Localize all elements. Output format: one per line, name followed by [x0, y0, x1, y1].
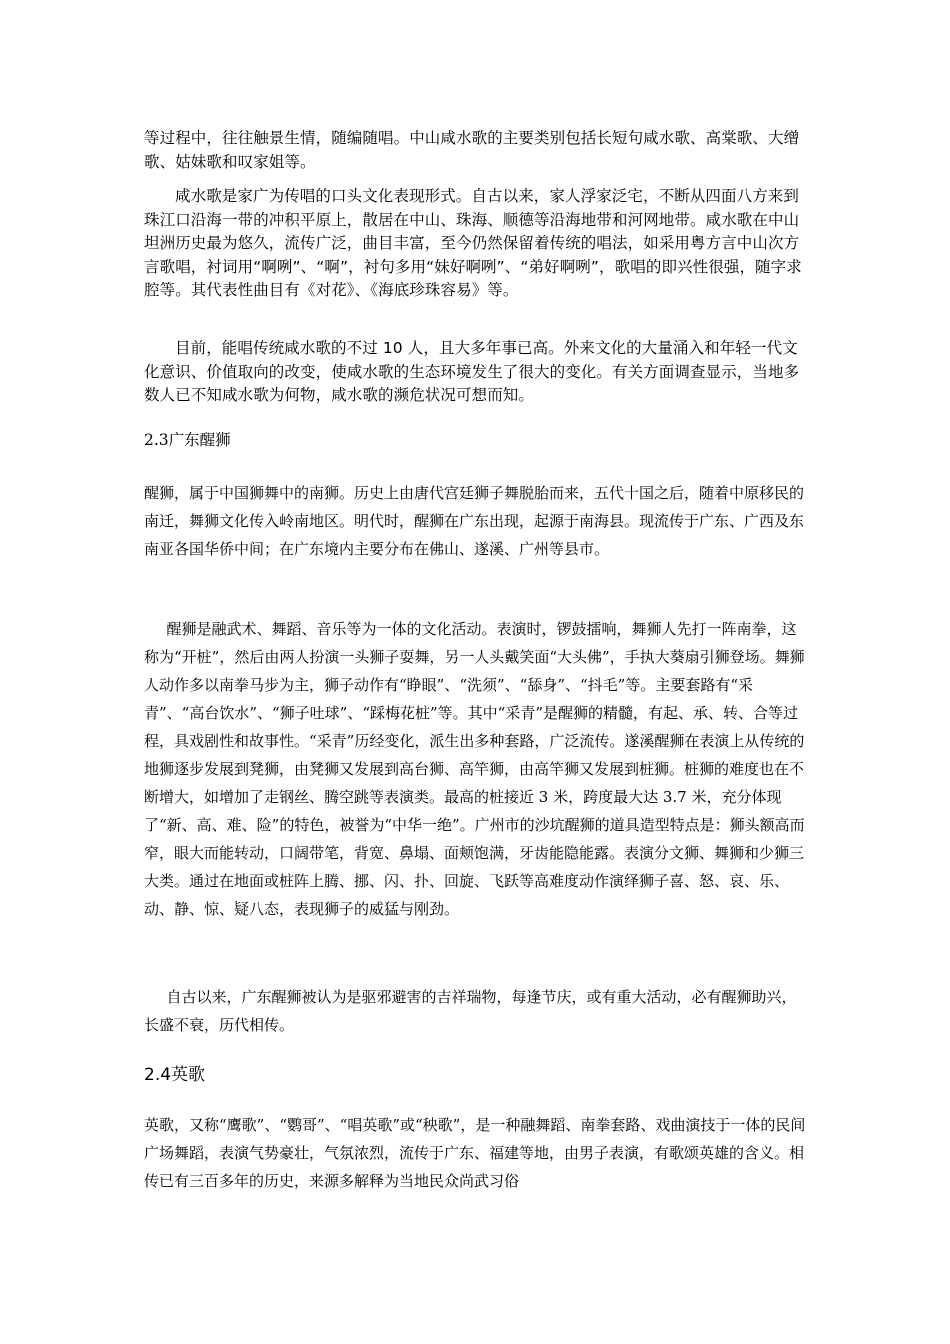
heading-text: 英歌	[171, 1065, 206, 1085]
paragraph-yingge-intro: 英歌，又称“鹰歌”、“鹦哥”、“唱英歌”或“秧歌”，是一种融舞蹈、南拳套路、戏曲演技于一体的民间广场舞蹈，表演气势豪壮，气氛浓烈，流传于广东、福建等地，由男子表演，有歌颂英雄的含义。相传已有三百多年的历史，来源多解释为当地民众尚武习俗	[144, 1116, 806, 1190]
paragraph-saltwater-song-types: 等过程中，往往触景生情，随编随唱。中山咸水歌的主要类别包括长短句咸水歌、高棠歌、大缯歌、姑妹歌和叹家姐等。	[144, 129, 800, 171]
paragraph-saltwater-song-origin: 咸水歌是家广为传唱的口头文化表现形式。自古以来，家人浮家泛宅，不断从四面八方来到珠江口沿海一带的冲积平原上，散居在中山、珠海、顺德等沿海地带和河网地带。咸水歌在中山坦洲历史最为悠久，流传广泛，曲目丰富，至今仍然保留着传统的唱法，如采用粤方言中山次方言歌唱，衬词用“啊咧”、“啊”，衬句多用“妹好啊咧”、“弟好啊咧”，歌唱的即兴性很强，随字求腔等。其代表性曲目有《对花》、《海底珍珠容易》等。	[144, 187, 802, 299]
heading-number: 2.4	[144, 1065, 172, 1085]
heading-2-3-guangdong-lion-dance: 2.3广东醒狮	[144, 431, 231, 449]
paragraph-lion-dance-history: 醒狮，属于中国狮舞中的南狮。历史上由唐代宫廷狮子舞脱胎而来，五代十国之后，随着中原移民的南迁，舞狮文化传入岭南地区。明代时，醒狮在广东出现，起源于南海县。现流传于广东、广西及东南亚各国华侨中间；在广东境内主要分布在佛山、遂溪、广州等县市。	[144, 484, 805, 558]
paragraph-lion-dance-auspicious: 自古以来，广东醒狮被认为是驱邪避害的吉祥瑞物，每逢节庆，或有重大活动，必有醒狮助兴，长盛不衰，历代相传。	[144, 988, 797, 1034]
paragraph-lion-dance-performance: 醒狮是融武术、舞蹈、音乐等为一体的文化活动。表演时，锣鼓擂响，舞狮人先打一阵南拳，这称为“开桩”，然后由两人扮演一头狮子耍舞，另一人头戴笑面“大头佛”，手执大葵扇引狮登场。舞狮人动作多以南拳马步为主，狮子动作有“睁眼”、“洗须”、“舔身”、“抖毛”等。主要套路有“采青”、“高台饮水”、“狮子吐球”、“踩梅花桩”等。其中“采青”是醒狮的精髓，有起、承、转、合等过程，具戏剧性和故事性。“采青”历经变化，派生出多种套路，广泛流传。遂溪醒狮在表演上从传统的地狮逐步发展到凳狮，由凳狮又发展到高台狮、高竿狮，由高竿狮又发展到桩狮。桩狮的难度也在不断增大，如增加了走钢丝、腾空跳等表演类。最高的桩接近 3 米，跨度最大达 3.7 米，充分体现了“新、高、难、险”的特色，被誉为“中华一绝”。广州市的沙坑醒狮的道具造型特点是：狮头额高而窄，眼大而能转动，口阔带笔，背宽、鼻塌、面颊饱满，牙齿能隐能露。表演分文狮、舞狮和少狮三大类。通过在地面或桩阵上腾、挪、闪、扑、回旋、飞跃等高难度动作演绎狮子喜、怒、哀、乐、动、静、惊、疑八态，表现狮子的威猛与刚劲。	[144, 620, 805, 918]
paragraph-saltwater-song-status: 目前，能唱传统咸水歌的不过 10 人，且大多年事已高。外来文化的大量涌入和年轻一代文化意识、价值取向的改变，使咸水歌的生态环境发生了很大的变化。有关方面调查显示，当地多数人已不知咸水歌为何物，咸水歌的濒危状况可想而知。	[144, 339, 800, 404]
heading-2-4-yingge	[144, 1062, 808, 1088]
